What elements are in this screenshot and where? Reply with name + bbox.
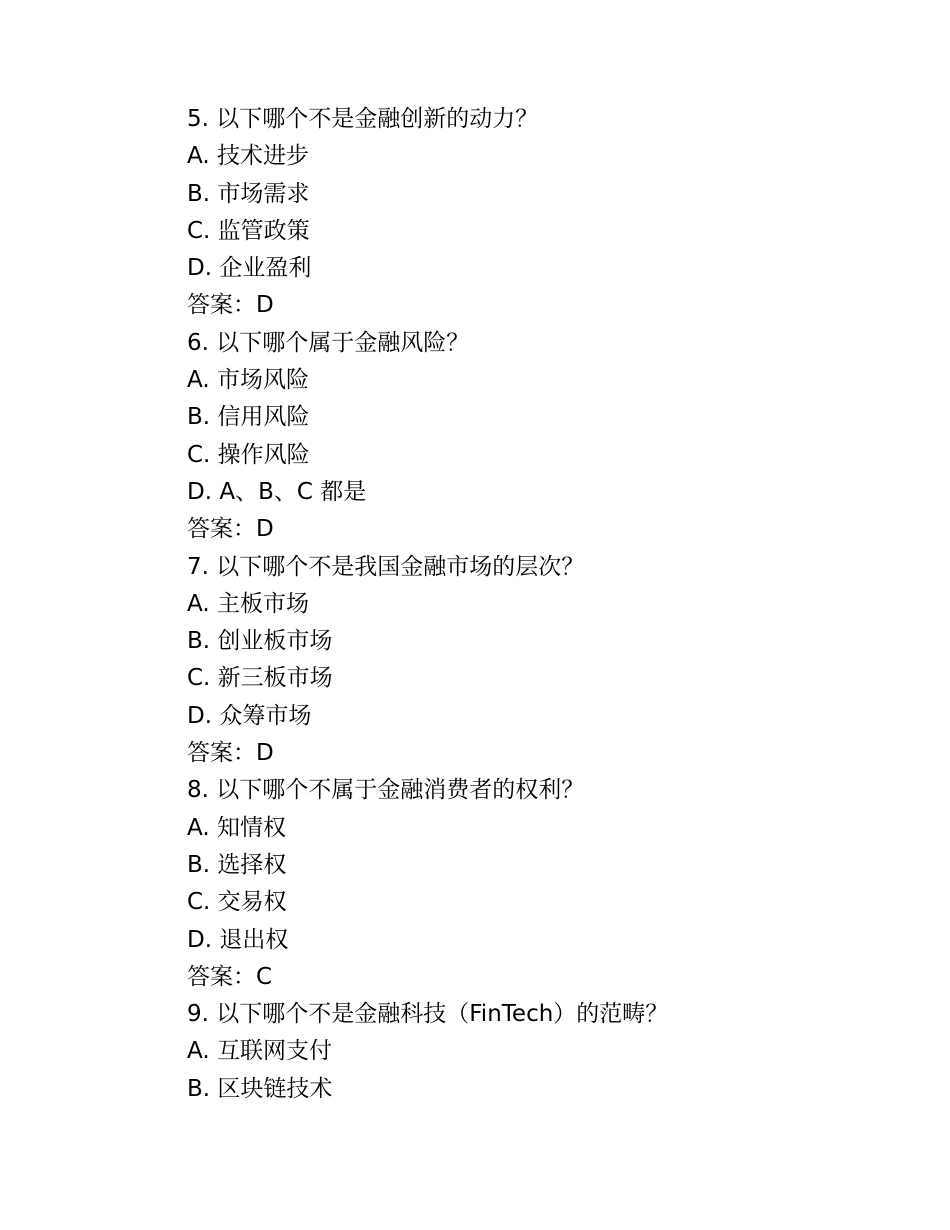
question-stem: 7. 以下哪个不是我国金融市场的层次？ bbox=[187, 553, 585, 580]
option-c: C. 操作风险 bbox=[187, 441, 310, 468]
answer-line: 答案：D bbox=[187, 292, 274, 319]
question-stem: 9. 以下哪个不是金融科技（FinTech）的范畴？ bbox=[187, 1001, 669, 1028]
option-a: A. 市场风险 bbox=[187, 367, 309, 394]
option-b: B. 选择权 bbox=[187, 851, 287, 878]
answer-line: 答案：C bbox=[187, 963, 273, 990]
option-a: A. 互联网支付 bbox=[187, 1038, 332, 1065]
question-stem: 5. 以下哪个不是金融创新的动力？ bbox=[187, 106, 539, 132]
option-b: B. 区块链技术 bbox=[187, 1075, 333, 1102]
answer-line: 答案：D bbox=[187, 516, 274, 543]
question-list bbox=[187, 101, 887, 1108]
option-d: D. 企业盈利 bbox=[187, 255, 312, 282]
option-a: A. 技术进步 bbox=[187, 143, 309, 170]
option-a: A. 主板市场 bbox=[187, 590, 309, 617]
question-stem: 8. 以下哪个不属于金融消费者的权利？ bbox=[187, 777, 585, 804]
answer-line: 答案：D bbox=[187, 740, 274, 767]
option-b: B. 市场需求 bbox=[187, 180, 310, 207]
option-c: C. 监管政策 bbox=[187, 217, 310, 244]
option-d: D. A、B、C 都是 bbox=[187, 478, 367, 505]
option-b: B. 创业板市场 bbox=[187, 628, 333, 655]
option-c: C. 交易权 bbox=[187, 889, 287, 916]
option-c: C. 新三板市场 bbox=[187, 665, 333, 692]
option-d: D. 退出权 bbox=[187, 926, 289, 953]
option-a: A. 知情权 bbox=[187, 814, 286, 841]
question-stem: 6. 以下哪个属于金融风险？ bbox=[187, 329, 470, 356]
option-d: D. 众筹市场 bbox=[187, 702, 312, 729]
option-b: B. 信用风险 bbox=[187, 404, 310, 431]
